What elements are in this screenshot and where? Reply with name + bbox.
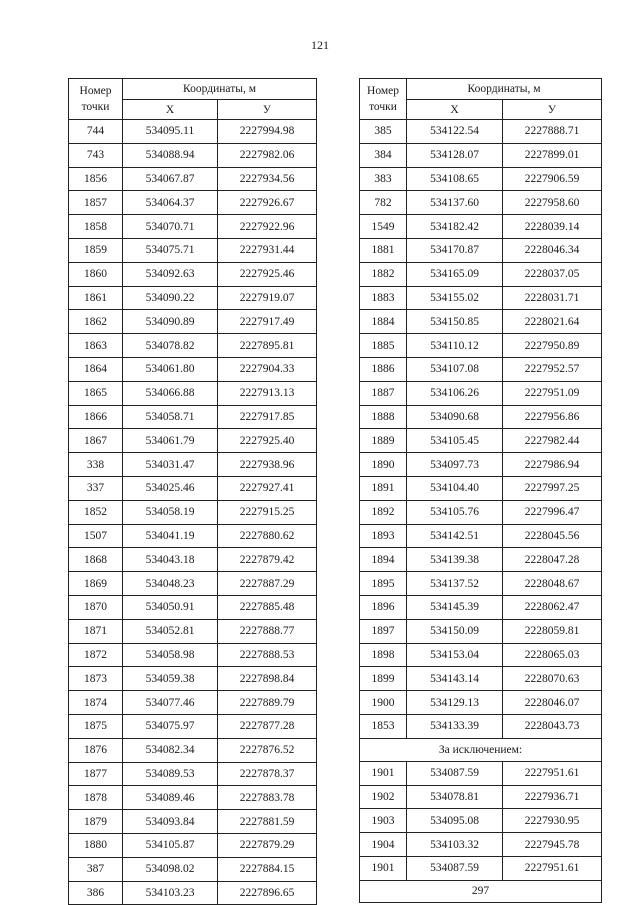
point-number-cell: 1857	[69, 191, 123, 215]
y-coordinate-cell: 2227888.53	[218, 643, 317, 667]
x-coordinate-cell: 534066.88	[123, 381, 218, 405]
x-coordinate-cell: 534031.47	[123, 453, 218, 477]
point-number-cell: 1861	[69, 286, 123, 310]
y-coordinate-cell: 2227880.62	[218, 524, 317, 548]
table-row	[360, 310, 602, 334]
table-row	[69, 191, 317, 215]
y-coordinate-cell: 2228031.71	[503, 286, 602, 310]
y-coordinate-cell: 2228059.81	[503, 619, 602, 643]
table-row	[69, 810, 317, 834]
point-number-cell: 1853	[360, 714, 407, 738]
y-coordinate-cell: 2227876.52	[218, 738, 317, 762]
point-number-cell: 337	[69, 476, 123, 500]
point-number-cell: 1887	[360, 381, 407, 405]
x-coordinate-cell: 534110.12	[407, 334, 503, 358]
point-number-cell: 1867	[69, 429, 123, 453]
y-coordinate-cell: 2228065.03	[503, 643, 602, 667]
y-header: У	[218, 100, 317, 120]
x-coordinate-cell: 534108.65	[407, 167, 503, 191]
y-coordinate-cell: 2227922.96	[218, 215, 317, 239]
y-coordinate-cell: 2227951.61	[503, 761, 602, 785]
point-number-cell: 1864	[69, 357, 123, 381]
y-coordinate-cell: 2227994.98	[218, 120, 317, 144]
point-number-cell: 1903	[360, 809, 407, 833]
y-coordinate-cell: 2227931.44	[218, 238, 317, 262]
x-coordinate-cell: 534059.38	[123, 667, 218, 691]
y-coordinate-cell: 2228039.14	[503, 215, 602, 239]
table-row	[360, 572, 602, 596]
table-row	[69, 691, 317, 715]
y-coordinate-cell: 2227938.96	[218, 453, 317, 477]
table-row	[69, 714, 317, 738]
y-coordinate-cell: 2227927.41	[218, 476, 317, 500]
point-number-cell: 1892	[360, 500, 407, 524]
y-coordinate-cell: 2227958.60	[503, 191, 602, 215]
x-coordinate-cell: 534103.23	[123, 881, 218, 905]
y-coordinate-cell: 2227887.29	[218, 572, 317, 596]
point-number-cell: 1882	[360, 262, 407, 286]
x-coordinate-cell: 534058.98	[123, 643, 218, 667]
x-coordinate-cell: 534093.84	[123, 810, 218, 834]
table-row	[69, 167, 317, 191]
point-number-cell: 1889	[360, 429, 407, 453]
point-number-cell: 1868	[69, 548, 123, 572]
table-row	[69, 524, 317, 548]
x-coordinate-cell: 534103.32	[407, 833, 503, 857]
point-number-cell: 1902	[360, 785, 407, 809]
y-coordinate-cell: 2227896.65	[218, 881, 317, 905]
y-coordinate-cell: 2227888.71	[503, 120, 602, 144]
x-coordinate-cell: 534155.02	[407, 286, 503, 310]
point-number-cell: 1899	[360, 667, 407, 691]
point-number-cell: 1877	[69, 762, 123, 786]
coordinates-header: Координаты, м	[407, 79, 602, 100]
point-number-cell: 1869	[69, 572, 123, 596]
table-row	[360, 262, 602, 286]
table-row	[360, 215, 602, 239]
x-coordinate-cell: 534142.51	[407, 524, 503, 548]
y-coordinate-cell: 2227917.49	[218, 310, 317, 334]
y-coordinate-cell: 2227881.59	[218, 810, 317, 834]
point-number-cell: 383	[360, 167, 407, 191]
point-number-cell: 1890	[360, 453, 407, 477]
point-number-cell: 1856	[69, 167, 123, 191]
x-coordinate-cell: 534075.71	[123, 238, 218, 262]
point-number-cell: 782	[360, 191, 407, 215]
point-number-cell: 1858	[69, 215, 123, 239]
table-row	[360, 167, 602, 191]
x-coordinate-cell: 534165.09	[407, 262, 503, 286]
x-coordinate-cell: 534061.79	[123, 429, 218, 453]
point-number-cell: 1897	[360, 619, 407, 643]
point-number-cell: 1894	[360, 548, 407, 572]
x-header: X	[407, 100, 503, 120]
page-number: 121	[311, 38, 329, 52]
point-number-cell: 1901	[360, 761, 407, 785]
x-coordinate-cell: 534095.11	[123, 120, 218, 144]
point-number-cell: 1896	[360, 595, 407, 619]
table-row	[69, 143, 317, 167]
table-row	[69, 595, 317, 619]
point-number-header: Номер точки	[360, 79, 407, 120]
table-row	[360, 143, 602, 167]
x-coordinate-cell: 534105.45	[407, 429, 503, 453]
y-coordinate-cell: 2227913.13	[218, 381, 317, 405]
table-row	[360, 667, 602, 691]
x-coordinate-cell: 534088.94	[123, 143, 218, 167]
x-coordinate-cell: 534082.34	[123, 738, 218, 762]
point-number-cell: 1878	[69, 786, 123, 810]
table-row	[69, 738, 317, 762]
point-number-cell: 1862	[69, 310, 123, 334]
point-number-cell: 1879	[69, 810, 123, 834]
table-row	[69, 833, 317, 857]
table-row	[69, 643, 317, 667]
point-number-cell: 385	[360, 120, 407, 144]
x-coordinate-cell: 534092.63	[123, 262, 218, 286]
x-coordinate-cell: 534089.53	[123, 762, 218, 786]
point-number-cell: 1865	[69, 381, 123, 405]
point-number-cell: 1859	[69, 238, 123, 262]
x-coordinate-cell: 534064.37	[123, 191, 218, 215]
x-coordinate-cell: 534182.42	[407, 215, 503, 239]
table-row	[69, 238, 317, 262]
x-coordinate-cell: 534143.14	[407, 667, 503, 691]
table-row	[360, 761, 602, 785]
y-coordinate-cell: 2227952.57	[503, 357, 602, 381]
exclusion-label: За исключением:	[360, 738, 602, 761]
x-coordinate-cell: 534077.46	[123, 691, 218, 715]
table-row	[69, 120, 317, 144]
table-row	[69, 548, 317, 572]
y-coordinate-cell: 2227925.46	[218, 262, 317, 286]
y-coordinate-cell: 2227951.61	[503, 856, 602, 880]
table-row	[69, 334, 317, 358]
x-coordinate-cell: 534058.19	[123, 500, 218, 524]
table-row	[69, 500, 317, 524]
table-row	[69, 881, 317, 905]
x-coordinate-cell: 534145.39	[407, 595, 503, 619]
point-number-cell: 1893	[360, 524, 407, 548]
x-coordinate-cell: 534150.85	[407, 310, 503, 334]
point-number-cell: 384	[360, 143, 407, 167]
x-coordinate-cell: 534087.59	[407, 856, 503, 880]
y-coordinate-cell: 2227889.79	[218, 691, 317, 715]
y-coordinate-cell: 2227956.86	[503, 405, 602, 429]
point-number-cell: 1549	[360, 215, 407, 239]
y-coordinate-cell: 2227888.77	[218, 619, 317, 643]
point-number-cell: 1880	[69, 833, 123, 857]
y-coordinate-cell: 2227883.78	[218, 786, 317, 810]
x-coordinate-cell: 534095.08	[407, 809, 503, 833]
y-coordinate-cell: 2227885.48	[218, 595, 317, 619]
table-row	[69, 215, 317, 239]
x-coordinate-cell: 534097.73	[407, 453, 503, 477]
y-coordinate-cell: 2228021.64	[503, 310, 602, 334]
y-coordinate-cell: 2227877.28	[218, 714, 317, 738]
point-number-cell: 1898	[360, 643, 407, 667]
point-number-cell: 743	[69, 143, 123, 167]
x-coordinate-cell: 534090.68	[407, 405, 503, 429]
table-row	[360, 453, 602, 477]
y-coordinate-cell: 2227934.56	[218, 167, 317, 191]
y-coordinate-cell: 2227982.44	[503, 429, 602, 453]
table-row	[360, 524, 602, 548]
y-coordinate-cell: 2227997.25	[503, 476, 602, 500]
x-coordinate-cell: 534087.59	[407, 761, 503, 785]
y-coordinate-cell: 2227906.59	[503, 167, 602, 191]
point-number-cell: 1895	[360, 572, 407, 596]
x-coordinate-cell: 534041.19	[123, 524, 218, 548]
table-row	[360, 714, 602, 738]
point-number-cell: 1876	[69, 738, 123, 762]
table-row	[360, 643, 602, 667]
table-row	[69, 381, 317, 405]
table-row	[360, 476, 602, 500]
x-coordinate-cell: 534137.52	[407, 572, 503, 596]
x-coordinate-cell: 534067.87	[123, 167, 218, 191]
table-row	[69, 310, 317, 334]
x-coordinate-cell: 534128.07	[407, 143, 503, 167]
x-coordinate-cell: 534133.39	[407, 714, 503, 738]
x-header: X	[123, 100, 218, 120]
y-coordinate-cell: 2227917.85	[218, 405, 317, 429]
y-coordinate-cell: 2227950.89	[503, 334, 602, 358]
table-row	[69, 453, 317, 477]
x-coordinate-cell: 534078.81	[407, 785, 503, 809]
table-row	[69, 786, 317, 810]
point-number-cell: 1891	[360, 476, 407, 500]
table-row	[360, 120, 602, 144]
y-coordinate-cell: 2227879.29	[218, 833, 317, 857]
x-coordinate-cell: 534070.71	[123, 215, 218, 239]
table-row	[69, 286, 317, 310]
y-coordinate-cell: 2227899.01	[503, 143, 602, 167]
table-row	[360, 500, 602, 524]
x-coordinate-cell: 534105.76	[407, 500, 503, 524]
table-row	[69, 667, 317, 691]
point-number-cell: 1863	[69, 334, 123, 358]
y-coordinate-cell: 2227904.33	[218, 357, 317, 381]
point-number-cell: 1883	[360, 286, 407, 310]
y-coordinate-cell: 2227936.71	[503, 785, 602, 809]
point-number-cell: 1874	[69, 691, 123, 715]
y-coordinate-cell: 2228070.63	[503, 667, 602, 691]
y-coordinate-cell: 2227996.47	[503, 500, 602, 524]
point-number-cell: 386	[69, 881, 123, 905]
y-coordinate-cell: 2227884.15	[218, 857, 317, 881]
table-row	[69, 572, 317, 596]
coordinates-table-right	[359, 78, 602, 903]
coordinates-table-left	[68, 78, 317, 905]
x-coordinate-cell: 534153.04	[407, 643, 503, 667]
point-number-cell: 1886	[360, 357, 407, 381]
table-row	[360, 691, 602, 715]
y-coordinate-cell: 2227895.81	[218, 334, 317, 358]
y-coordinate-cell: 2228062.47	[503, 595, 602, 619]
table-row	[69, 762, 317, 786]
y-coordinate-cell: 2227945.78	[503, 833, 602, 857]
table-row	[360, 381, 602, 405]
point-number-cell: 1866	[69, 405, 123, 429]
x-coordinate-cell: 534058.71	[123, 405, 218, 429]
x-coordinate-cell: 534106.26	[407, 381, 503, 405]
point-number-cell: 1871	[69, 619, 123, 643]
point-number-cell: 1852	[69, 500, 123, 524]
y-coordinate-cell: 2227878.37	[218, 762, 317, 786]
point-number-header: Номер точки	[69, 79, 123, 120]
point-number-cell: 387	[69, 857, 123, 881]
x-coordinate-cell: 534078.82	[123, 334, 218, 358]
table-row	[360, 286, 602, 310]
table-footer: 297	[360, 880, 602, 902]
y-coordinate-cell: 2227982.06	[218, 143, 317, 167]
y-coordinate-cell: 2227926.67	[218, 191, 317, 215]
table-row	[360, 856, 602, 880]
table-row	[360, 334, 602, 358]
y-coordinate-cell: 2227951.09	[503, 381, 602, 405]
y-coordinate-cell: 2227919.07	[218, 286, 317, 310]
exclusion-section	[360, 738, 602, 761]
point-number-cell: 1870	[69, 595, 123, 619]
x-coordinate-cell: 534043.18	[123, 548, 218, 572]
x-coordinate-cell: 534050.91	[123, 595, 218, 619]
table-row	[360, 619, 602, 643]
table-row	[69, 857, 317, 881]
x-coordinate-cell: 534129.13	[407, 691, 503, 715]
x-coordinate-cell: 534090.22	[123, 286, 218, 310]
y-coordinate-cell: 2228046.34	[503, 238, 602, 262]
table-row	[360, 809, 602, 833]
table-row	[360, 405, 602, 429]
table-row	[69, 405, 317, 429]
table-body	[360, 120, 602, 739]
y-coordinate-cell: 2227898.84	[218, 667, 317, 691]
table-row	[360, 357, 602, 381]
coordinates-header: Координаты, м	[123, 79, 317, 100]
y-coordinate-cell: 2227986.94	[503, 453, 602, 477]
table-row	[69, 262, 317, 286]
x-coordinate-cell: 534025.46	[123, 476, 218, 500]
table-row	[360, 595, 602, 619]
y-coordinate-cell: 2228048.67	[503, 572, 602, 596]
x-coordinate-cell: 534052.81	[123, 619, 218, 643]
y-coordinate-cell: 2228046.07	[503, 691, 602, 715]
x-coordinate-cell: 534105.87	[123, 833, 218, 857]
point-number-cell: 1885	[360, 334, 407, 358]
x-coordinate-cell: 534150.09	[407, 619, 503, 643]
x-coordinate-cell: 534139.38	[407, 548, 503, 572]
x-coordinate-cell: 534090.89	[123, 310, 218, 334]
table-row	[69, 619, 317, 643]
table-row	[360, 238, 602, 262]
x-coordinate-cell: 534137.60	[407, 191, 503, 215]
x-coordinate-cell: 534089.46	[123, 786, 218, 810]
table-row	[360, 833, 602, 857]
x-coordinate-cell: 534104.40	[407, 476, 503, 500]
point-number-cell: 1875	[69, 714, 123, 738]
y-coordinate-cell: 2227925.40	[218, 429, 317, 453]
table-body	[69, 120, 317, 905]
point-number-cell: 1900	[360, 691, 407, 715]
table-row	[360, 785, 602, 809]
x-coordinate-cell: 534107.08	[407, 357, 503, 381]
x-coordinate-cell: 534075.97	[123, 714, 218, 738]
table-row	[360, 191, 602, 215]
y-coordinate-cell: 2227879.42	[218, 548, 317, 572]
table-row	[69, 476, 317, 500]
y-coordinate-cell: 2228047.28	[503, 548, 602, 572]
x-coordinate-cell: 534061.80	[123, 357, 218, 381]
y-coordinate-cell: 2227915.25	[218, 500, 317, 524]
point-number-cell: 1860	[69, 262, 123, 286]
x-coordinate-cell: 534170.87	[407, 238, 503, 262]
point-number-cell: 744	[69, 120, 123, 144]
y-coordinate-cell: 2227930.95	[503, 809, 602, 833]
y-header: У	[503, 100, 602, 120]
table-row	[360, 548, 602, 572]
point-number-cell: 1881	[360, 238, 407, 262]
x-coordinate-cell: 534048.23	[123, 572, 218, 596]
table-row	[69, 429, 317, 453]
point-number-cell: 338	[69, 453, 123, 477]
table-row	[360, 429, 602, 453]
x-coordinate-cell: 534122.54	[407, 120, 503, 144]
point-number-cell: 1888	[360, 405, 407, 429]
point-number-cell: 1873	[69, 667, 123, 691]
point-number-cell: 1884	[360, 310, 407, 334]
exclusion-body	[360, 761, 602, 880]
point-number-cell: 1872	[69, 643, 123, 667]
y-coordinate-cell: 2228037.05	[503, 262, 602, 286]
y-coordinate-cell: 2228043.73	[503, 714, 602, 738]
point-number-cell: 1904	[360, 833, 407, 857]
point-number-cell: 1901	[360, 856, 407, 880]
table-row	[69, 357, 317, 381]
y-coordinate-cell: 2228045.56	[503, 524, 602, 548]
point-number-cell: 1507	[69, 524, 123, 548]
x-coordinate-cell: 534098.02	[123, 857, 218, 881]
